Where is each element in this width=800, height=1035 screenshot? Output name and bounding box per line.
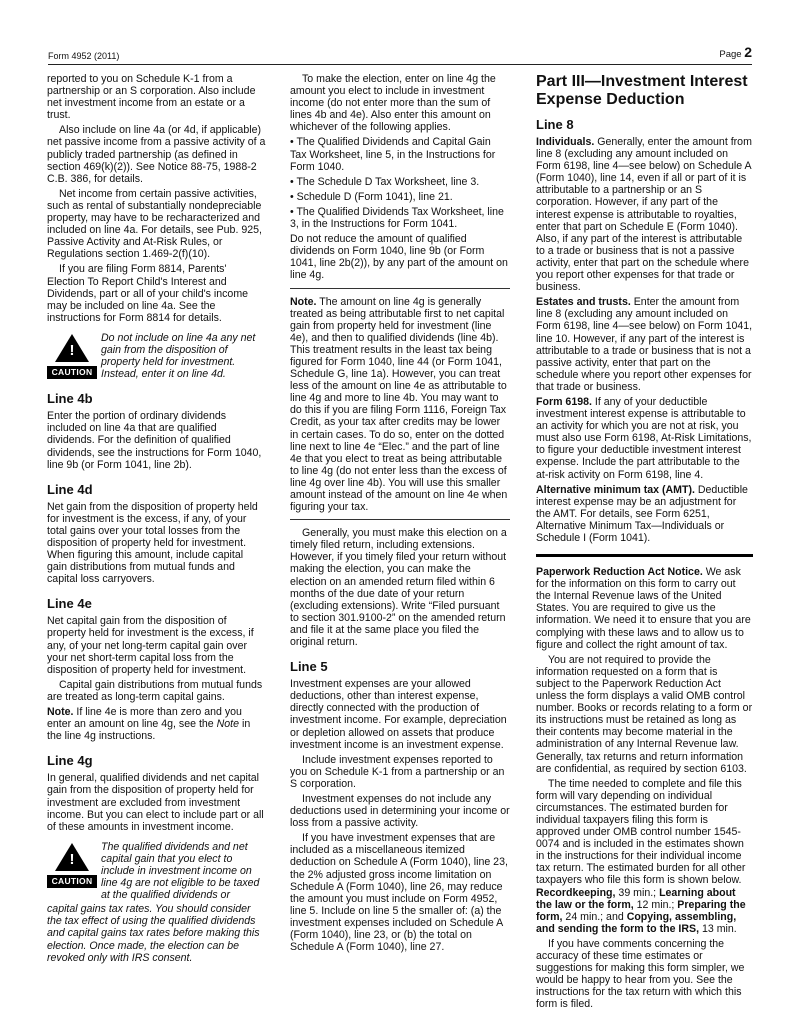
column-left [47,73,266,964]
caution-block [47,332,266,380]
list-item: • The Schedule D Tax Worksheet, line 3. [290,175,480,188]
paragraph: Net income from certain passive activities, such as rental of substantially nondepreciable property, may have to be recharacterized and included on line 4a. For details, see Pub. 925, Passive Activity and At-Risk Rules, or Regulations section 1.469-2(f)(10). [47,187,262,261]
paragraph: Net capital gain from the disposition of property held for investment is the excess, if any, of your net long-term capital gain over your net short-term capital loss from the disposition of property held for investment. [47,615,254,676]
paragraph: Estates and trusts. Enter the amount from line 8 (excluding any amount included on Form 6198, line 4—see below) on Form 1041, line 10. However, if any part of the interest is attributable to a trade or business that is not a passive activity, enter that part on the schedule where you report other expenses for that trade or business. [536,296,753,393]
header-rule [48,64,752,65]
list-item: • The Qualified Dividends and Capital Gain Tax Worksheet, line 5, in the Instructions for Form 1040. [290,136,496,173]
caution-icon: ! CAUTION [47,843,97,888]
paragraph: If you have investment expenses that are included as a miscellaneous itemized deduction on Schedule A (Form 1040), line 23, the 2% adjusted gross income limitation on Schedule A (Form 1040), line 26, may reduce the amount you must include on Form 4952, line 5. Include on line 5 the smaller of: (a) the investment expenses included on Schedule A (Form 1040), line 23, or (b) the total on Schedule A (Form 1040), line 27. [290,832,508,954]
bullet-list [290,136,510,230]
caution-block [47,841,266,901]
heading-line-4b: Line 4b [47,391,93,407]
paragraph: Generally, you must make this election on a timely filed return, including extensions. However, if you timely filed your return without making the election, you can make the election on an amended return filed within 6 months of the due date of your return (excluding extensions). Write “Filed pursuant to section 301.9100-2” on the amended return and file it at the same place you filed the original return. [290,527,507,649]
paragraph: Capital gain distributions from mutual funds are treated as long-term capital gains. [47,678,263,703]
section-divider [536,554,753,557]
note-paragraph: Note. The amount on line 4g is generally treated as being attributable first to net capital gain from property held for investment (line 4e), and then to qualified dividends (line 4b). This treatment results in the least tax being figured for Form 1040, line 44 (or Form 1041, Schedule G, line 1a). However, you can treat less of the amount on line 4e as attributable to line 4g and more to line 4b. You may want to do this if you are filing Form 1116, Foreign Tax Credit, as your tax after credits may be lower in certain cases. To do so, enter on the dotted line next to line 4e “Elec.” and the part of line 4e that you elect to treat as being attributable to line 4g (do not enter less than the excess of line 4g over line 4b). You will use this smaller amount instead of the amount on line 4e when figuring your tax. [290,295,508,514]
paragraph: Investment expenses do not include any deductions used in determining your income or loss from a passive activity. [290,792,510,830]
paragraph: Individuals. Generally, enter the amount from line 8 (excluding any amount included on Form 6198, line 4—see below) on Schedule A (Form 1040), line 14, even if all or part of it is attributable to a partnership or an S corporation. However, if any part of the interest expense is attributable to royalties, enter that part on Schedule E (Form 1040). Also, if any part of the interest is attributable to a trade or business that is not a passive activity, enter that part on the schedule where you report other expenses for that trade or business. [536,136,752,294]
column-right [536,73,753,1013]
list-item: • Schedule D (Form 1041), line 21. [290,190,453,203]
form-id: Form 4952 (2011) [48,51,120,61]
note-paragraph: Note. If line 4e is more than zero and you enter an amount on line 4g, see the Note in the line 4g instructions. [47,706,251,743]
divider [290,519,510,520]
paragraph: Net gain from the disposition of property held for investment is the excess, if any, of your total gains over your total losses from the disposition of property held for investment. When figuring this amount, include capital gain distributions from mutual funds and capital loss carryovers. [47,500,258,586]
column-middle [290,73,510,956]
paragraph: Include investment expenses reported to you on Schedule K-1 from a partnership or an S corporation. [290,753,505,790]
paragraph: If you have comments concerning the accuracy of these time estimates or suggestions for making this form simpler, we would be happy to hear from you. See the instructions for the tax return with which this form is filed. [536,937,745,1011]
heading-line-4e: Line 4e [47,596,92,612]
paragraph: If you are filing Form 8814, Parents' Election To Report Child's Interest and Dividends, part or all of your child's income may be included on line 4a. See the instructions for Form 8814 for details. [47,263,249,324]
paragraph: Alternative minimum tax (AMT). Deductible interest expense may be an adjustment for the AMT. For details, see Form 6251, Alternative Minimum Tax—Individuals or Schedule I (Form 1041). [536,483,748,544]
page-number: Page 2 [719,44,752,60]
paragraph: Paperwork Reduction Act Notice. We ask for the information on this form to carry out the Internal Revenue laws of the United States. You are required to give us the information. We need it to ensure that you are complying with these laws and to allow us to figure and collect the right amount of tax. [536,566,751,651]
paragraph: reported to you on Schedule K-1 from a partnership or an S corporation. Also include net investment income from an estate or a trust. [47,73,256,122]
divider [290,288,510,289]
part-iii-heading: Part III—Investment Interest Expense Deduction [536,73,748,108]
heading-line-4d: Line 4d [47,481,93,497]
heading-line-5: Line 5 [290,659,328,675]
caution-text: The qualified dividends and net capital gain that you elect to include in investment income on line 4g are not eligible to be taxed at the qualified dividends or [101,840,260,902]
paragraph: Do not reduce the amount of qualified dividends on Form 1040, line 9b (or Form 1041, line 2b(2)), by any part of the amount on line 4g. [290,233,508,282]
paragraph: To make the election, enter on line 4g the amount you elect to include in investment income (do not enter more than the sum of lines 4b and 4e). Also enter this amount on whichever of the following applies. [290,73,496,134]
paragraph: Enter the portion of ordinary dividends included on line 4a that are qualified dividends. For the definition of qualified dividends, see the instructions for Form 1040, line 9b (or Form 1041, line 2b). [47,410,262,471]
paragraph: The time needed to complete and file this form will vary depending on individual circumstances. The estimated burden for individual taxpayers filing this form is approved under OMB control number 1545-0074 and is included in the estimates shown in the instructions for their individual income tax return. The estimated burden for all other taxpayers who file this form is shown below. Recordkeeping, 39 min.; Learning about the law or the form, 12 min.; Preparing the form, 24 min.; and Copying, assembling, and sending the form to the IRS, 13 min. [536,777,746,935]
heading-line-4g: Line 4g [47,753,93,769]
page-header [48,44,752,62]
heading-line-8: Line 8 [536,117,574,132]
list-item: • The Qualified Dividends Tax Worksheet, line 3, in the Instructions for Form 1041. [290,205,504,231]
paragraph: Also include on line 4a (or 4d, if applicable) net passive income from a passive activity of a publicly traded partnership (as defined in section 469(k)(2)). See Notice 88-75, 1988-2 C.B. 386, for details. [47,124,266,185]
paragraph: You are not required to provide the information requested on a form that is subject to the Paperwork Reduction Act unless the form displays a valid OMB control number. Books or records relating to a form or its instructions must be retained as long as their contents may become material in the administration of any Internal Revenue law. Generally, tax returns and return information are confidential, as required by section 6103. [536,653,753,775]
caution-icon: ! CAUTION [47,334,97,379]
caution-text: Do not include on line 4a any net gain from the disposition of property held for investment. Instead, enter it on line 4d. [101,331,256,381]
paragraph: In general, qualified dividends and net capital gain from the disposition of property held for investment are excluded from investment income. But you can elect to include part or all of these amounts in investment income. [47,772,264,833]
caution-text-continued: capital gains tax rates. You should consider the tax effect of using the qualified dividends and capital gains tax rates before making this election. Once made, the election can be revoked only with IRS consent. [47,903,260,964]
paragraph: Form 6198. If any of your deductible investment interest expense is attributable to an activity for which you are not at risk, you must also use Form 6198, At-Risk Limitations, to figure your deductible investment interest expense. Include the part attributable to the at-risk activity on Form 6198, line 4. [536,395,752,481]
paragraph: Investment expenses are your allowed deductions, other than interest expense, directly connected with the production of investment income. For example, depreciation or depletion allowed on assets that produce investment income is an investment expense. [290,678,507,751]
